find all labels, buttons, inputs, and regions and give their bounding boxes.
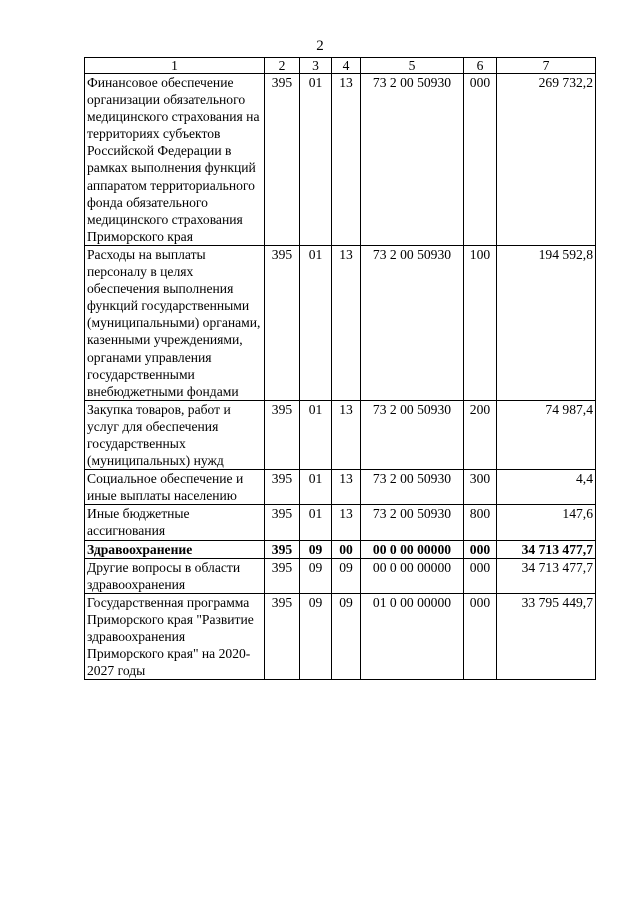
row-code-5-cell: 01 0 00 00000 bbox=[361, 593, 464, 679]
table-header bbox=[85, 58, 596, 74]
row-code-6-cell: 000 bbox=[464, 74, 497, 246]
row-name-cell: Другие вопросы в области здравоохранения bbox=[85, 558, 265, 593]
table-row bbox=[85, 400, 596, 469]
header-row bbox=[85, 58, 596, 74]
row-code-5-cell: 73 2 00 50930 bbox=[361, 74, 464, 246]
row-code-6-cell: 100 bbox=[464, 245, 497, 400]
row-code-4-cell: 13 bbox=[332, 245, 361, 400]
row-code-2-cell: 395 bbox=[265, 505, 300, 540]
row-code-4-cell: 09 bbox=[332, 558, 361, 593]
row-code-6-cell: 000 bbox=[464, 558, 497, 593]
row-code-2-cell: 395 bbox=[265, 540, 300, 558]
header-col-1: 1 bbox=[85, 58, 265, 74]
table-row bbox=[85, 558, 596, 593]
row-code-2-cell: 395 bbox=[265, 470, 300, 505]
table-row bbox=[85, 593, 596, 679]
row-code-4-cell: 13 bbox=[332, 400, 361, 469]
row-code-2-cell: 395 bbox=[265, 400, 300, 469]
row-code-5-cell: 00 0 00 00000 bbox=[361, 558, 464, 593]
row-code-6-cell: 000 bbox=[464, 593, 497, 679]
row-code-5-cell: 73 2 00 50930 bbox=[361, 470, 464, 505]
row-name-cell: Иные бюджетные ассигнования bbox=[85, 505, 265, 540]
row-code-4-cell: 13 bbox=[332, 470, 361, 505]
row-code-5-cell: 00 0 00 00000 bbox=[361, 540, 464, 558]
budget-table bbox=[84, 57, 596, 680]
header-col-4: 4 bbox=[332, 58, 361, 74]
row-code-6-cell: 200 bbox=[464, 400, 497, 469]
row-amount-cell: 147,6 bbox=[497, 505, 596, 540]
table-row bbox=[85, 245, 596, 400]
row-amount-cell: 34 713 477,7 bbox=[497, 540, 596, 558]
row-amount-cell: 34 713 477,7 bbox=[497, 558, 596, 593]
table-row bbox=[85, 505, 596, 540]
row-amount-cell: 33 795 449,7 bbox=[497, 593, 596, 679]
row-code-4-cell: 09 bbox=[332, 593, 361, 679]
row-code-2-cell: 395 bbox=[265, 558, 300, 593]
row-code-6-cell: 800 bbox=[464, 505, 497, 540]
header-col-7: 7 bbox=[497, 58, 596, 74]
row-code-3-cell: 09 bbox=[300, 558, 332, 593]
header-col-6: 6 bbox=[464, 58, 497, 74]
row-code-4-cell: 00 bbox=[332, 540, 361, 558]
header-col-2: 2 bbox=[265, 58, 300, 74]
row-code-3-cell: 01 bbox=[300, 470, 332, 505]
header-col-5: 5 bbox=[361, 58, 464, 74]
table-body bbox=[85, 74, 596, 680]
row-code-3-cell: 09 bbox=[300, 540, 332, 558]
row-code-2-cell: 395 bbox=[265, 74, 300, 246]
row-code-5-cell: 73 2 00 50930 bbox=[361, 245, 464, 400]
table-row bbox=[85, 470, 596, 505]
row-code-5-cell: 73 2 00 50930 bbox=[361, 505, 464, 540]
row-code-3-cell: 09 bbox=[300, 593, 332, 679]
row-code-4-cell: 13 bbox=[332, 505, 361, 540]
row-amount-cell: 4,4 bbox=[497, 470, 596, 505]
page-number: 2 bbox=[316, 38, 324, 54]
row-code-2-cell: 395 bbox=[265, 593, 300, 679]
row-amount-cell: 74 987,4 bbox=[497, 400, 596, 469]
row-code-3-cell: 01 bbox=[300, 505, 332, 540]
table-row bbox=[85, 74, 596, 246]
row-code-4-cell: 13 bbox=[332, 74, 361, 246]
row-code-2-cell: 395 bbox=[265, 245, 300, 400]
row-amount-cell: 269 732,2 bbox=[497, 74, 596, 246]
row-name-cell: Финансовое обеспечение организации обязательного медицинского страхования на территориях субъектов Российской Федерации в рамках выполнения функций аппаратом территориального фонда обязательного медицинского страхования Приморского края bbox=[85, 74, 265, 246]
row-code-6-cell: 000 bbox=[464, 540, 497, 558]
row-name-cell: Закупка товаров, работ и услуг для обеспечения государственных (муниципальных) нужд bbox=[85, 400, 265, 469]
row-name-cell: Здравоохранение bbox=[85, 540, 265, 558]
table-row bbox=[85, 540, 596, 558]
row-name-cell: Расходы на выплаты персоналу в целях обеспечения выполнения функций государственными (муниципальными) органами, казенными учреждениями, органами управления государственными внебюджетными фондами bbox=[85, 245, 265, 400]
row-amount-cell: 194 592,8 bbox=[497, 245, 596, 400]
row-code-3-cell: 01 bbox=[300, 400, 332, 469]
row-name-cell: Социальное обеспечение и иные выплаты населению bbox=[85, 470, 265, 505]
row-code-3-cell: 01 bbox=[300, 245, 332, 400]
row-name-cell: Государственная программа Приморского края "Развитие здравоохранения Приморского края" на 2020-2027 годы bbox=[85, 593, 265, 679]
row-code-6-cell: 300 bbox=[464, 470, 497, 505]
header-col-3: 3 bbox=[300, 58, 332, 74]
row-code-3-cell: 01 bbox=[300, 74, 332, 246]
row-code-5-cell: 73 2 00 50930 bbox=[361, 400, 464, 469]
